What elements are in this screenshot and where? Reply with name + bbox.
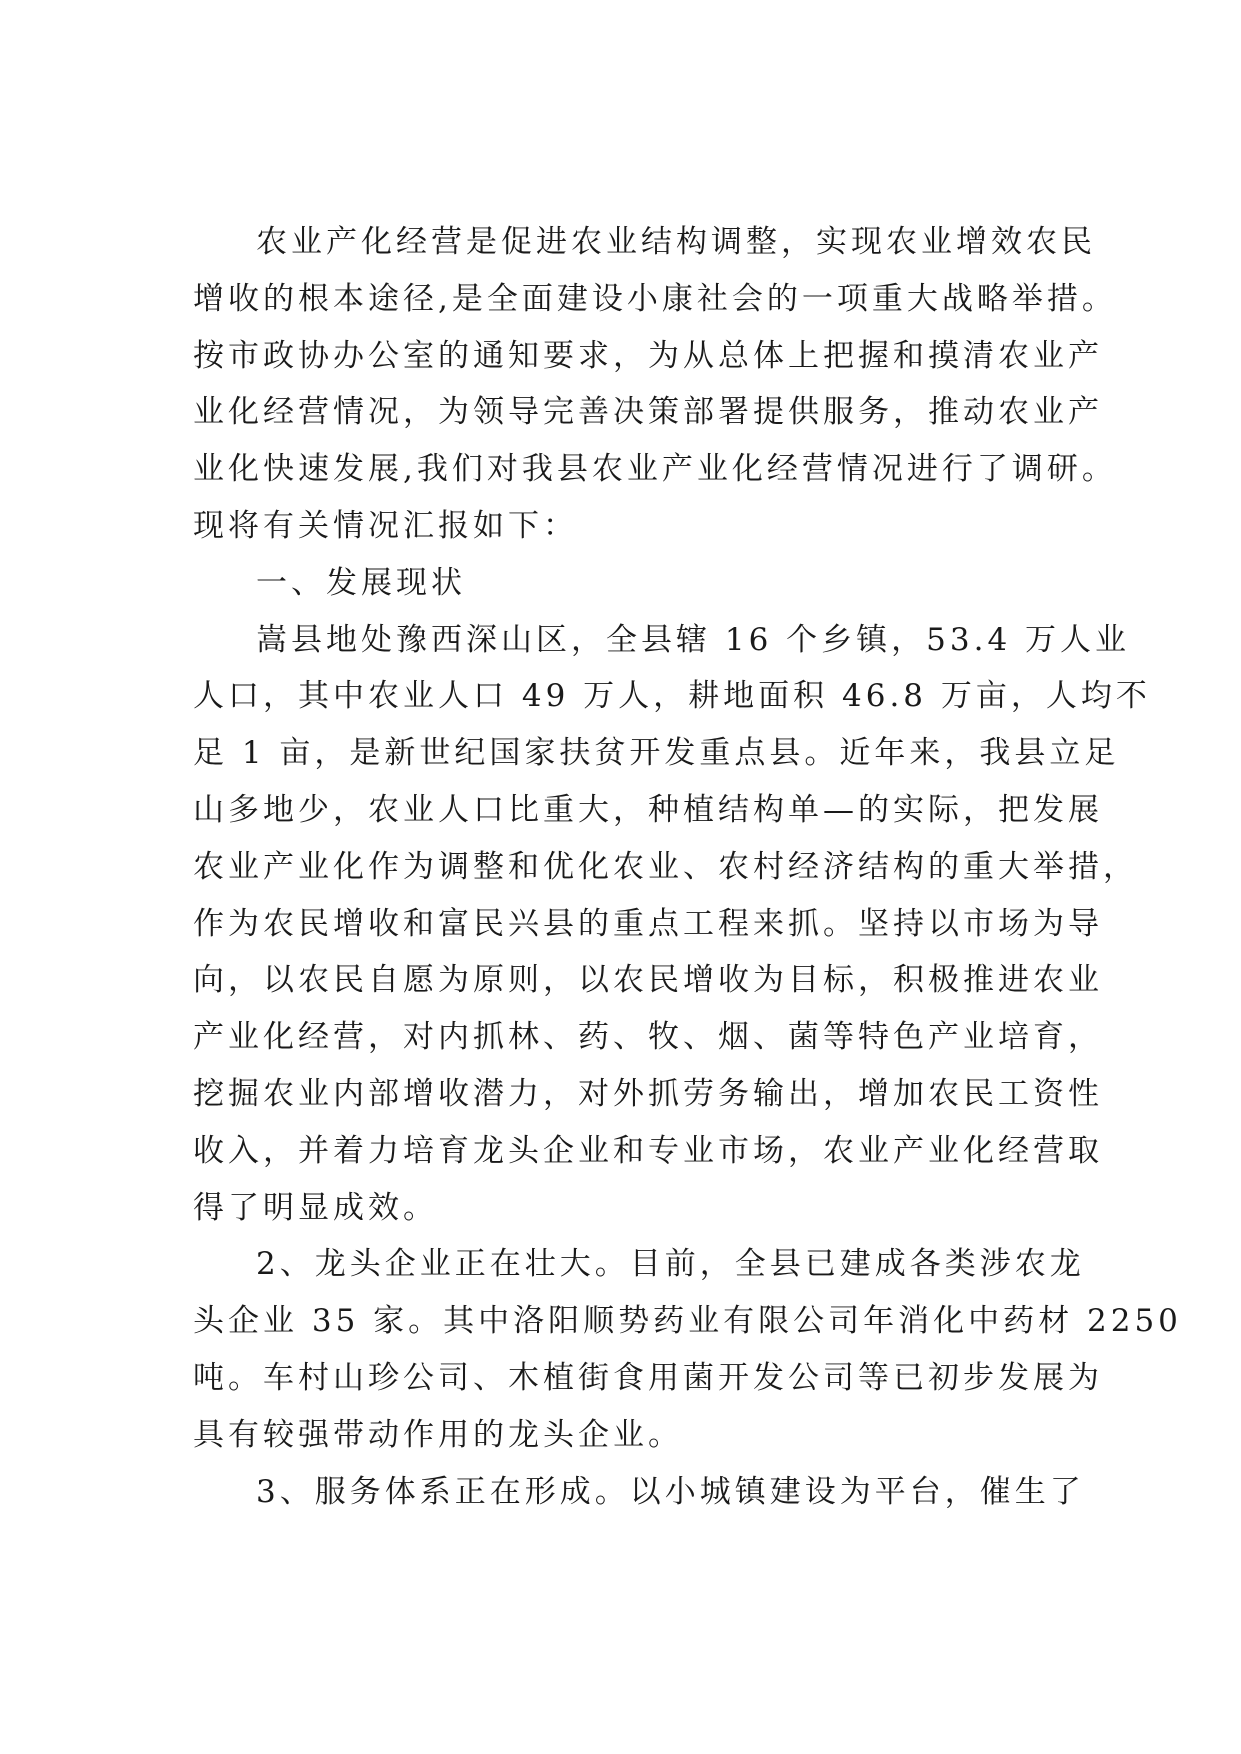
paragraph-enterprises-line-4: 具有较强带动作用的龙头企业。 bbox=[193, 1416, 683, 1453]
paragraph-status-line-7: 向，以农民自愿为原则，以农民增收为目标，积极推进农业 bbox=[193, 962, 1103, 999]
paragraph-status-line-5: 农业产业化作为调整和优化农业、农村经济结构的重大举措， bbox=[193, 848, 1138, 885]
paragraph-status-line-8: 产业化经营，对内抓林、药、牧、烟、菌等特色产业培育， bbox=[193, 1019, 1103, 1056]
paragraph-status-line-11: 得了明显成效。 bbox=[193, 1189, 438, 1226]
document-body bbox=[193, 214, 1182, 1520]
paragraph-enterprises-line-1: 2、龙头企业正在壮大。目前，全县已建成各类涉农龙 bbox=[256, 1246, 1085, 1283]
paragraph-status-line-9: 挖掘农业内部增收潜力，对外抓劳务输出，增加农民工资性 bbox=[193, 1075, 1103, 1112]
paragraph-intro-line-6: 现将有关情况汇报如下： bbox=[193, 507, 578, 544]
paragraph-status-line-1: 嵩县地处豫西深山区，全县辖 16 个乡镇，53.4 万人业 bbox=[256, 621, 1131, 658]
paragraph-enterprises-line-3: 吨。车村山珍公司、木植街食用菌开发公司等已初步发展为 bbox=[193, 1359, 1103, 1396]
paragraph-intro-line-4: 业化经营情况，为领导完善决策部署提供服务，推动农业产 bbox=[193, 394, 1103, 431]
paragraph-status-line-2: 人口，其中农业人口 49 万人，耕地面积 46.8 万亩，人均不 bbox=[193, 678, 1151, 715]
paragraph-intro-line-1: 农业产化经营是促进农业结构调整，实现农业增效农民 bbox=[256, 224, 1096, 260]
paragraph-status-line-10: 收入，并着力培育龙头企业和专业市场，农业产业化经营取 bbox=[193, 1132, 1103, 1169]
paragraph-status-line-6: 作为农民增收和富民兴县的重点工程来抓。坚持以市场为导 bbox=[193, 905, 1103, 942]
paragraph-enterprises-line-2: 头企业 35 家。其中洛阳顺势药业有限公司年消化中药材 2250 bbox=[193, 1303, 1182, 1340]
paragraph-status-line-3: 足 1 亩，是新世纪国家扶贫开发重点县。近年来，我县立足 bbox=[193, 735, 1120, 772]
paragraph-intro-line-5: 业化快速发展,我们对我县农业产业化经营情况进行了调研。 bbox=[193, 451, 1117, 488]
paragraph-intro-line-3: 按市政协办公室的通知要求，为从总体上把握和摸清农业产 bbox=[193, 337, 1103, 374]
paragraph-intro-line-2: 增收的根本途径,是全面建设小康社会的一项重大战略举措。 bbox=[193, 280, 1117, 317]
section-heading: 一、发展现状 bbox=[256, 564, 466, 601]
paragraph-status-line-4: 山多地少，农业人口比重大，种植结构单—的实际，把发展 bbox=[193, 791, 1103, 828]
paragraph-services-line-1: 3、服务体系正在形成。以小城镇建设为平台，催生了 bbox=[256, 1473, 1085, 1510]
